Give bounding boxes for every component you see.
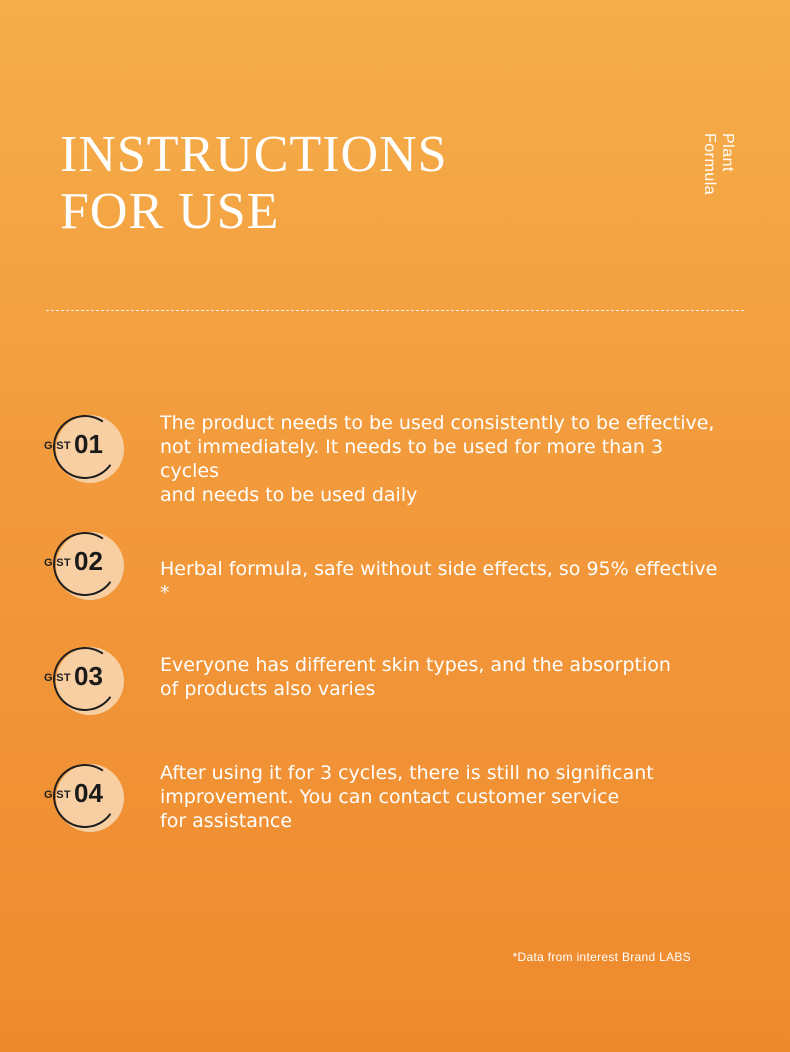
gist-badge	[44, 414, 124, 484]
plant-formula-tag	[696, 133, 736, 195]
gist-label: GIST	[44, 789, 71, 801]
instruction-text: Everyone has different skin types, and the absorption of products also varies	[160, 654, 671, 700]
gist-number: 02	[74, 546, 103, 576]
gist-number: 03	[74, 661, 103, 691]
gist-label: GIST	[44, 557, 71, 569]
gist-badge	[44, 763, 124, 833]
title-line-2: FOR USE	[60, 183, 280, 240]
footnote: *Data from interest Brand LABS	[512, 950, 691, 964]
gist-label: GIST	[44, 440, 71, 452]
instruction-text: Herbal formula, safe without side effects, so 95% effective *	[160, 558, 718, 604]
title-line-1: INSTRUCTIONS	[60, 126, 448, 183]
instruction-text: After using it for 3 cycles, there is still no significant improvement. You can contact customer service for assistance	[160, 762, 654, 832]
gist-number: 01	[74, 429, 103, 459]
page-title	[60, 126, 448, 240]
dashed-divider	[46, 310, 744, 311]
gist-label: GIST	[44, 672, 71, 684]
gist-badge	[44, 646, 124, 716]
tag-line-2: Formula	[701, 133, 718, 196]
gist-badge	[44, 531, 124, 601]
instruction-text: The product needs to be used consistently to be effective, not immediately. It needs to be used for more than 3 cycles and needs to be used daily	[160, 412, 715, 506]
tag-line-1: Plant	[719, 133, 736, 172]
gist-number: 04	[74, 778, 103, 808]
